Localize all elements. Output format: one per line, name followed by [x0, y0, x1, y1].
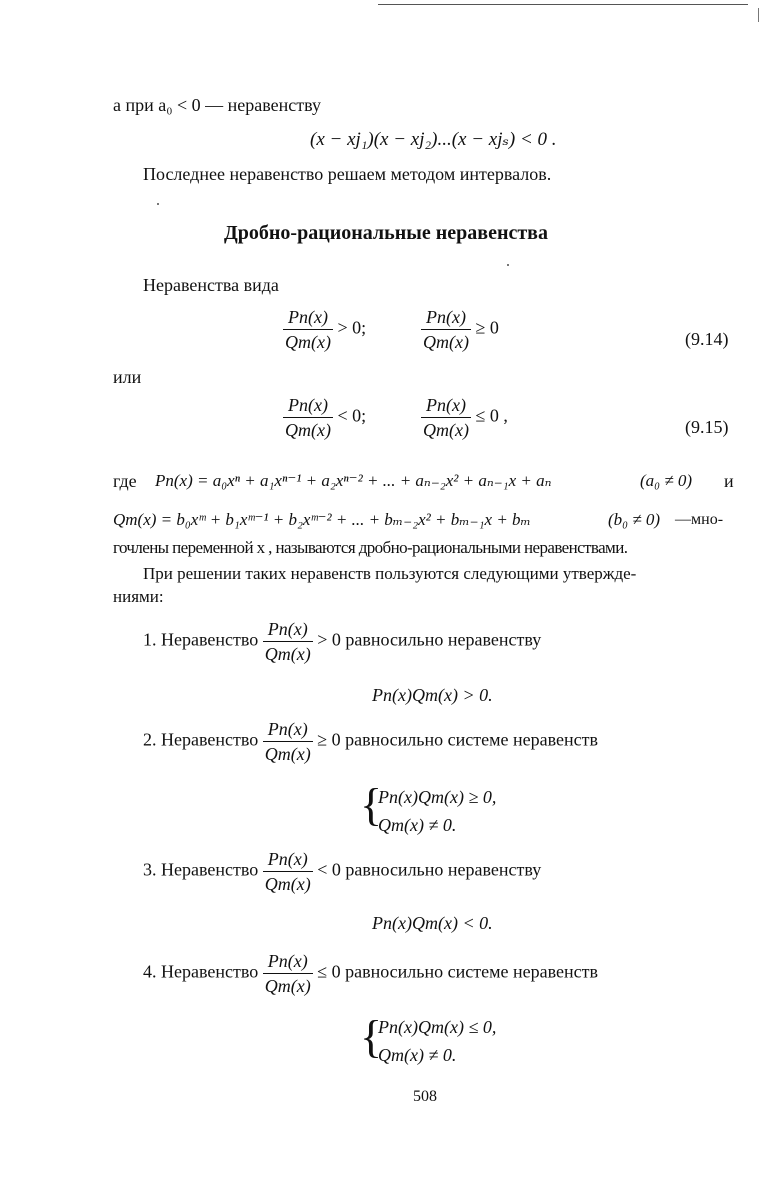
item-word: Неравенство	[161, 729, 259, 750]
fraction-denominator: Qm(x)	[423, 332, 469, 352]
pn-definition: Pn(x) = a₀xⁿ + a₁xⁿ⁻¹ + a₂xⁿ⁻² + ... + aₙ₋₂x² + aₙ₋₁x + aₙ	[155, 471, 552, 490]
where-word: где	[113, 471, 137, 491]
fraction-numerator: Pn(x)	[263, 950, 313, 974]
fraction-numerator: Pn(x)	[263, 848, 313, 872]
speck	[157, 203, 159, 205]
equation-number-914: (9.14)	[685, 329, 729, 349]
item-number: 3.	[143, 859, 157, 880]
forms-intro: Неравенства вида	[143, 275, 279, 295]
fraction-numerator: Pn(x)	[263, 618, 313, 642]
statement-1	[143, 618, 541, 665]
fraction-numerator: Pn(x)	[263, 718, 313, 742]
fraction-denominator: Qm(x)	[264, 976, 311, 996]
eq14-right-relation: ≥ 0	[475, 317, 499, 338]
equation-number-915: (9.15)	[685, 417, 729, 437]
statement-2-system-line-1: Pn(x)Qm(x) ≥ 0,	[378, 787, 497, 807]
item-word: Неравенство	[161, 859, 259, 880]
definition-line: гочлены переменной x , называются дробно-рациональными неравенствами.	[113, 538, 628, 557]
fraction-denominator: Qm(x)	[423, 420, 469, 440]
qm-condition: (b₀ ≠ 0)	[608, 510, 661, 529]
page-number: 508	[413, 1088, 437, 1105]
product-inequality: (x − xj₁)(x − xj₂)...(x − xjₛ) < 0 .	[310, 129, 557, 150]
item-number: 4.	[143, 961, 157, 982]
fraction-denominator: Qm(x)	[264, 644, 311, 664]
item-word: Неравенство	[161, 961, 259, 982]
item-number: 1.	[143, 629, 157, 650]
item-tail: равносильно неравенству	[345, 859, 542, 880]
item-word: Неравенство	[161, 629, 259, 650]
intro-line: а при a₀ < 0 — неравенству	[113, 95, 322, 115]
statement-3	[143, 848, 541, 895]
eq15-right	[421, 394, 508, 441]
statement-4	[143, 950, 598, 997]
fraction-denominator: Qm(x)	[264, 874, 311, 894]
statement-2	[143, 718, 598, 765]
item-tail: равносильно системе неравенств	[345, 729, 598, 750]
eq14-left	[283, 306, 366, 353]
statement-2-system-line-2: Qm(x) ≠ 0.	[378, 815, 457, 835]
eq15-right-relation: ≤ 0 ,	[475, 405, 508, 426]
fraction-numerator: Pn(x)	[421, 394, 471, 418]
page-edge-mark	[758, 8, 759, 22]
fraction-denominator: Qm(x)	[285, 332, 331, 352]
item-number: 2.	[143, 729, 157, 750]
system-brace: {	[360, 1011, 383, 1062]
fraction-numerator: Pn(x)	[283, 306, 333, 330]
or-word: или	[113, 367, 142, 387]
item-tail: равносильно системе неравенств	[345, 961, 598, 982]
statements-intro-1: При решении таких неравенств пользуются следующими утвержде-	[143, 564, 637, 583]
qm-definition: Qm(x) = b₀xᵐ + b₁xᵐ⁻¹ + b₂xᵐ⁻² + ... + bₘ₋₂x² + bₘ₋₁x + bₘ	[113, 510, 531, 529]
eq14-right	[421, 306, 499, 353]
pn-condition: (a₀ ≠ 0)	[640, 471, 693, 490]
item-tail: равносильно неравенству	[345, 629, 542, 650]
page-top-rule	[378, 4, 748, 5]
fraction-numerator: Pn(x)	[283, 394, 333, 418]
statement-3-result: Pn(x)Qm(x) < 0.	[372, 913, 493, 933]
statement-4-system-line-2: Qm(x) ≠ 0.	[378, 1045, 457, 1065]
qm-tail: —мно-	[675, 511, 724, 528]
fraction-numerator: Pn(x)	[421, 306, 471, 330]
system-brace: {	[360, 779, 383, 830]
eq15-left-relation: < 0;	[337, 405, 367, 426]
item-relation: < 0	[317, 859, 341, 880]
statement-4-system-line-1: Pn(x)Qm(x) ≤ 0,	[378, 1017, 497, 1037]
statement-1-result: Pn(x)Qm(x) > 0.	[372, 685, 493, 705]
speck	[507, 264, 509, 266]
statements-intro-2: ниями:	[113, 587, 164, 606]
fraction-denominator: Qm(x)	[264, 744, 311, 764]
item-relation: > 0	[317, 629, 341, 650]
eq15-left	[283, 394, 366, 441]
fraction-denominator: Qm(x)	[285, 420, 331, 440]
item-relation: ≥ 0	[317, 729, 341, 750]
eq14-left-relation: > 0;	[337, 317, 367, 338]
section-heading: Дробно-рациональные неравенства	[224, 222, 548, 244]
interval-method-sentence: Последнее неравенство решаем методом интервалов.	[143, 164, 552, 184]
and-word: и	[724, 471, 734, 491]
item-relation: ≤ 0	[317, 961, 341, 982]
